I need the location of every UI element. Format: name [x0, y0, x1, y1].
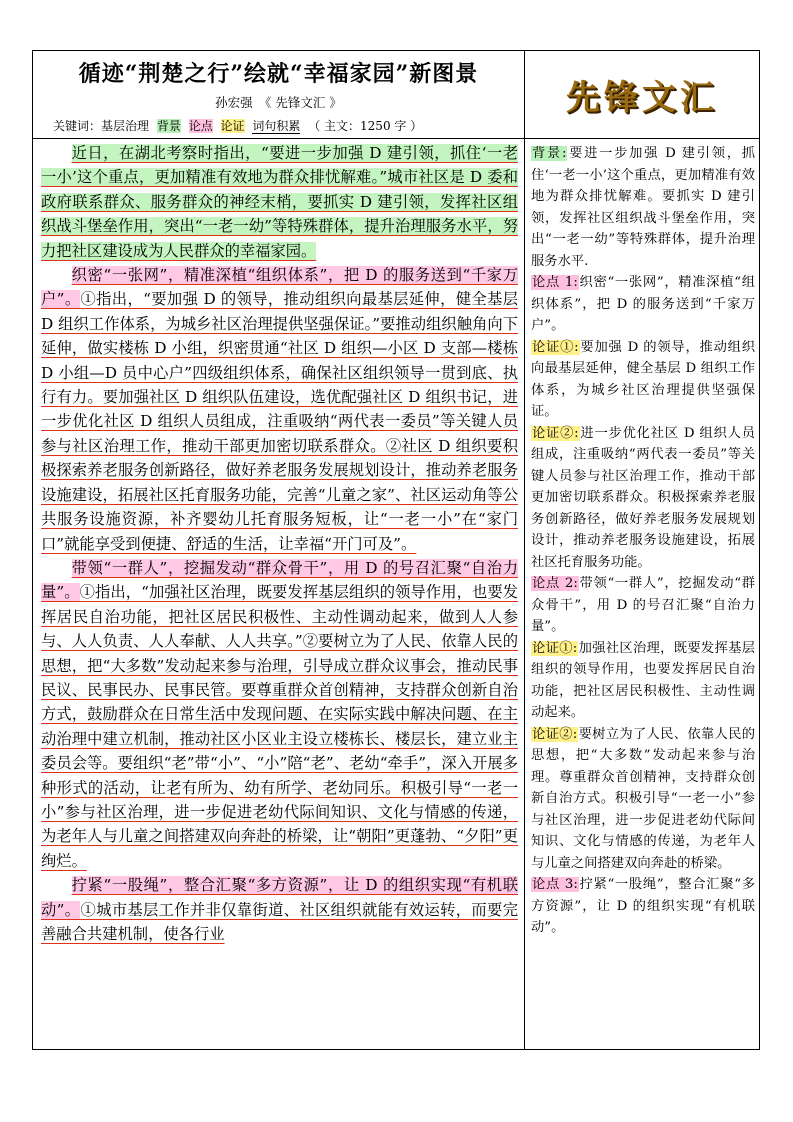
thesis-1-text: 织密“一张网”，精准深植“组织体系”，把 D 的服务送到“千家万户”。	[41, 266, 518, 309]
keyword-thesis: 论点	[188, 119, 213, 133]
main-article	[33, 139, 525, 1049]
side-argument-3-text: 加强社区治理，既要发挥基层组织的领导作用，也要发挥居民自治功能，把社区居民积极性、主动性调动起来。	[531, 640, 755, 720]
thesis-2-text: 带领“一群人”，挖掘发动“群众骨干”，用 D 的号召汇聚“自治力量”。	[41, 558, 518, 602]
keyword-argument: 论证	[220, 119, 245, 133]
paragraph-thesis-1	[41, 263, 518, 556]
side-thesis-2-label: 论点 2:	[532, 576, 578, 591]
argument-3-text: ①城市基层工作并非仅靠街道、社区组织就能有效运转，而要完善融合共建机制，使各行业	[41, 900, 518, 943]
keywords-label: 关键词：基层治理	[53, 119, 150, 133]
brand-panel	[525, 51, 759, 139]
side-argument-4-label: 论证②:	[532, 726, 578, 742]
side-argument-3-label: 论证①:	[532, 640, 578, 656]
side-background	[531, 143, 755, 272]
summary-sidebar	[525, 139, 759, 1049]
side-argument-2	[531, 423, 755, 574]
thesis-3-text: 拧紧“一股绳”，整合汇聚“多方资源”，让 D 的组织实现“有机联动”。	[41, 876, 518, 919]
side-argument-3	[531, 638, 755, 724]
side-argument-1	[531, 337, 755, 423]
side-thesis-1-text: 织密“一张网”，精准深植“组织体系”，把 D 的服务送到“千家万户”。	[531, 275, 755, 333]
document-sheet	[32, 50, 760, 1050]
argument-2-text: ①指出，“加强社区治理，既要发挥基层组织的领导作用，也要发挥居民自治功能，把社区居民积极性、主动性调动起来，做到人人参与、人人负责、人人奉献、人人共享。”②要树立为了人民、依靠人民的思想，把“大多数”发动起来参与治理，引导成立群众议事会，推动民事民议、民事民办、民事民管。要尊重群众首创精神，支持群众创新自治方式，鼓励群众在日常生活中发现问题、在实际实践中解决问题、在主动治理中建立机制，推动社区小区业主设立楼栋长、楼层长，建立业主委员会等。要组织“老”带“小”、“小”陪“老”、老幼“牵手”，深入开展多种形式的活动，让老有所为、幼有所学、老幼同乐。积极引导“一老一小”参与社区治理，进一步促进老幼代际间知识、文化与情感的传递，为老年人与儿童之间搭建双向奔赴的桥梁，让“朝阳”更蓬勃、“夕阳”更绚烂。	[41, 583, 518, 870]
side-argument-2-label: 论证②:	[532, 425, 579, 441]
byline: 孙宏强 《 先锋文汇 》	[215, 95, 342, 110]
side-thesis-2-text: 带领“一群人”，挖掘发动“群众骨干”，用 D 的号召汇聚“自治力量”。	[531, 576, 755, 634]
side-argument-1-label: 论证①:	[532, 339, 579, 355]
side-thesis-3-label: 论点 3:	[532, 877, 578, 892]
background-text: 近日，在湖北考察时指出，“要进一步加强 D 建引领，抓住‘一老一小’这个重点，更加精准有效地为群众排忧解难。”城市社区是 D 委和政府联系群众、服务群众的神经末梢，要抓实 D 建引领，发挥社区组织战斗堡垒作用，突出“一老一幼”等特殊群体，提升治理服务水平，努力把社区建设成为人民群众的幸福家园。	[41, 144, 518, 260]
side-argument-4-text: 要树立为了人民、依靠人民的思想，把“大多数”发动起来参与治理。尊重群众首创精神，支持群众创新自治方式。积极引导“一老一小”参与社区治理，进一步促进老幼代际间知识、文化与情感的传递，为老年人与儿童之间搭建双向奔赴的桥梁。	[531, 726, 755, 871]
paragraph-thesis-2	[41, 556, 518, 873]
paragraph-intro	[41, 141, 518, 263]
side-thesis-1	[531, 272, 755, 337]
header-panel	[33, 51, 525, 139]
side-thesis-3-text: 拧紧“一股绳”，整合汇聚“多方资源”，让 D 的组织实现“有机联动”。	[531, 877, 755, 935]
side-argument-4	[531, 724, 755, 875]
side-thesis-1-label: 论点 1:	[532, 275, 578, 290]
brand-logo: 先锋文汇	[566, 78, 718, 118]
side-thesis-2	[531, 573, 755, 638]
side-thesis-3	[531, 874, 755, 939]
paragraph-thesis-3	[41, 873, 518, 946]
keyword-phrases: 词句积累	[252, 119, 301, 133]
page-title: 循迹“荆楚之行”绘就“幸福家园”新图景	[78, 61, 479, 87]
keywords-line	[53, 117, 426, 134]
argument-1-text: ①指出，“要加强 D 的领导，推动组织向最基层延伸，健全基层 D 组织工作体系，为城乡社区治理提供坚强保证。”要推动组织触角向下延伸，做实楼栋 D 小组，织密贯通“社区 D 组织—小区 D 支部—楼栋 D 小组—D 员中心户”四级组织体系，确保社区组织领导一贯到底、执行有力。要加强社区 D 组织队伍建设，选优配强社区 D 组织书记，进一步优化社区 D 组织人员组成，注重吸纳“两代表一委员”等关键人员参与社区治理工作，推动干部更加密切联系群众。②社区 D 组织要积极探索养老服务创新路径，做好养老服务发展规划设计，推动养老服务设施建设，拓展社区托育服务功能，完善“儿童之家”、社区运动角等公共服务设施资源，补齐婴幼儿托育服务短板，让“一老一小”在“家门口”就能享受到便捷、舒适的生活，让幸福“开门可及”。	[41, 290, 518, 553]
keyword-background: 背景	[156, 119, 181, 133]
side-background-label: 背景:	[532, 146, 567, 161]
side-argument-1-text: 要加强 D 的领导，推动组织向最基层延伸，健全基层 D 组织工作体系，为城乡社区治理提供坚强保证。	[531, 339, 755, 419]
side-background-text: 要进一步加强 D 建引领，抓住‘一老一小’这个重点，更加精准有效地为群众排忧解难。要抓实 D 建引领，发挥社区组织战斗堡垒作用，突出“一老一幼”等特殊群体，提升治理服务水平.	[531, 146, 755, 269]
word-count: （ 主文：1250 字 ）	[308, 119, 423, 133]
side-argument-2-text: 进一步优化社区 D 组织人员组成，注重吸纳“两代表一委员”等关键人员参与社区治理工作，推动干部更加密切联系群众。积极探索养老服务创新路径，做好养老服务发展规划设计，推动养老服务设施建设，拓展社区托育服务功能。	[531, 425, 755, 570]
